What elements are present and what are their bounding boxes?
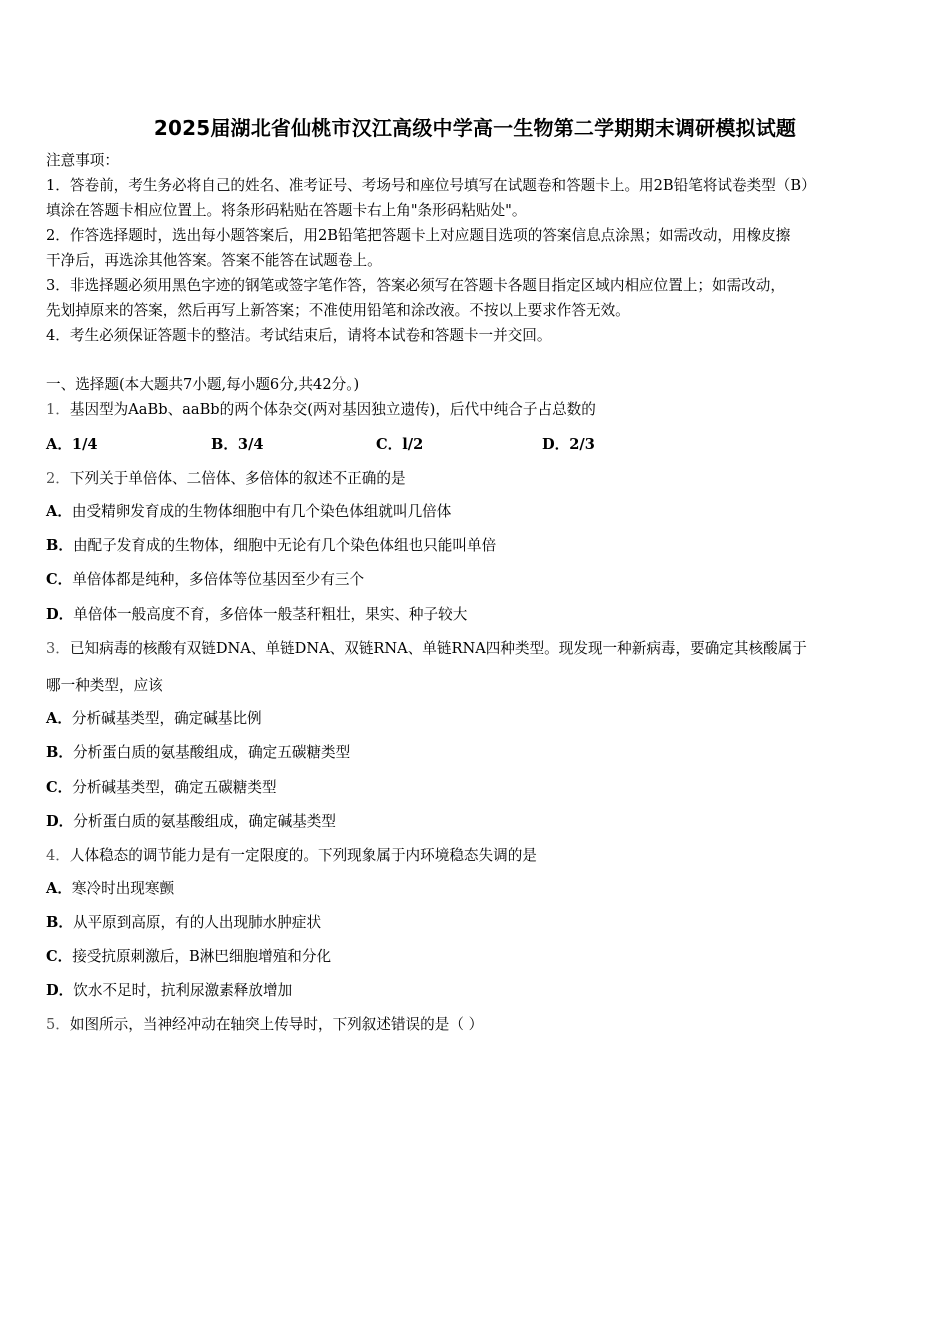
option-c	[46, 570, 364, 590]
question-number: 5．	[46, 1016, 70, 1033]
option-d: D．2/3	[542, 436, 595, 453]
option-label: C．	[46, 948, 73, 965]
question-4	[46, 846, 537, 866]
option-d	[46, 812, 336, 832]
question-number: 1．	[46, 401, 70, 418]
option-label: D．	[46, 606, 74, 623]
option-text: 分析碱基类型，确定碱基比例	[71, 710, 262, 727]
option-label: A．	[46, 880, 72, 897]
notice-line: 1．答卷前，考生务必将自己的姓名、准考证号、考场号和座位号填写在试题卷和答题卡上。用2B铅笔将试卷类型（B）	[46, 177, 816, 194]
option-a: A．1/4	[46, 436, 98, 453]
notice-line: 4．考生必须保证答题卡的整洁。考试结束后，请将本试卷和答题卡一并交回。	[46, 327, 552, 344]
option-text: 单倍体都是纯种，多倍体等位基因至少有三个	[72, 571, 365, 588]
option-text: 接受抗原刺激后，B淋巴细胞增殖和分化	[72, 948, 332, 965]
option-label: B．	[46, 744, 73, 761]
option-a	[46, 709, 262, 729]
option-text: 从平原到高原，有的人出现肺水肿症状	[72, 914, 322, 931]
option-c: C．l/2	[376, 436, 424, 453]
option-label: B．	[46, 537, 73, 554]
option-text: 分析蛋白质的氨基酸组成，确定碱基类型	[73, 813, 336, 830]
question-number: 2．	[46, 470, 70, 487]
option-text: 分析碱基类型，确定五碳糖类型	[72, 779, 277, 796]
question-stem: 已知病毒的核酸有双链DNA、单链DNA、双链RNA、单链RNA四种类型。现发现一种新病毒，要确定其核酸属于	[69, 640, 807, 657]
option-label: C．	[46, 571, 73, 588]
option-b	[46, 536, 496, 556]
question-stem: 下列关于单倍体、二倍体、多倍体的叙述不正确的是	[69, 470, 406, 487]
notice-line: 填涂在答题卡相应位置上。将条形码粘贴在答题卡右上角"条形码粘贴处"。	[46, 202, 527, 219]
option-label: A．	[46, 710, 72, 727]
option-b	[46, 743, 350, 763]
option-text: 由受精卵发育成的生物体细胞中有几个染色体组就叫几倍体	[71, 503, 452, 520]
option-text: 寒冷时出现寒颤	[71, 880, 175, 897]
option-b: B．3/4	[211, 436, 264, 453]
question-stem: 基因型为AaBb、aaBb的两个体杂交(两对基因独立遗传)，后代中纯合子占总数的	[69, 401, 596, 418]
notice-line: 干净后，再选涂其他答案。答案不能答在试题卷上。	[46, 252, 382, 269]
question-number: 4．	[46, 847, 70, 864]
option-label: D．	[46, 982, 74, 999]
option-d	[46, 605, 467, 625]
notice-line: 2．作答选择题时，选出每小题答案后，用2B铅笔把答题卡上对应题目选项的答案信息点涂黑；如需改动，用橡皮擦	[46, 227, 791, 244]
section-header: 一、选择题(本大题共7小题,每小题6分,共42分。)	[46, 376, 360, 393]
question-number: 3．	[46, 640, 70, 657]
option-text: 单倍体一般高度不育，多倍体一般茎秆粗壮，果实、种子较大	[73, 606, 468, 623]
option-label: A．	[46, 503, 72, 520]
question-3-continued: 哪一种类型，应该	[46, 677, 163, 694]
question-stem: 人体稳态的调节能力是有一定限度的。下列现象属于内环境稳态失调的是	[69, 847, 537, 864]
question-3	[46, 639, 807, 659]
option-c	[46, 947, 331, 967]
question-1-options	[46, 435, 746, 455]
notice-line: 先划掉原来的答案，然后再写上新答案；不准使用铅笔和涂改液。不按以上要求作答无效。	[46, 302, 630, 319]
option-text: 由配子发育成的生物体，细胞中无论有几个染色体组也只能叫单倍	[72, 537, 497, 554]
page-title: 2025届湖北省仙桃市汉江高级中学高一生物第二学期期末调研模拟试题	[153, 116, 797, 140]
notice-line: 3．非选择题必须用黑色字迹的钢笔或签字笔作答，答案必须写在答题卡各题目指定区域内相应位置上；如需改动，	[46, 277, 785, 294]
question-2	[46, 469, 406, 489]
option-text: 饮水不足时，抗利尿激素释放增加	[73, 982, 293, 999]
notice-heading: 注意事项：	[46, 152, 119, 169]
option-a	[46, 502, 451, 522]
option-a	[46, 879, 174, 899]
option-b	[46, 913, 321, 933]
option-label: D．	[46, 813, 74, 830]
question-5	[46, 1015, 483, 1035]
option-c	[46, 778, 277, 798]
option-text: 分析蛋白质的氨基酸组成，确定五碳糖类型	[72, 744, 351, 761]
question-stem: 如图所示，当神经冲动在轴突上传导时，下列叙述错误的是（ ）	[69, 1016, 484, 1033]
question-1	[46, 400, 596, 420]
option-label: B．	[46, 914, 73, 931]
option-d	[46, 981, 292, 1001]
option-label: C．	[46, 779, 73, 796]
